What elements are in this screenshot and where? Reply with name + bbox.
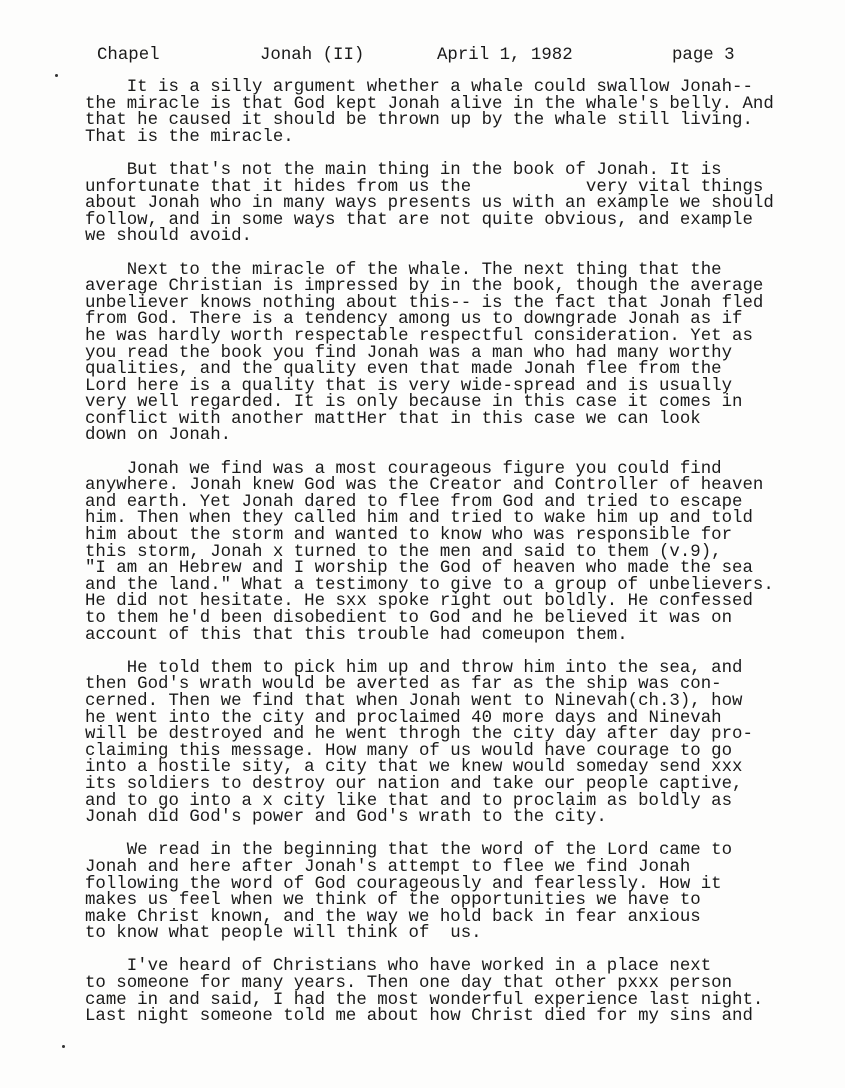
text-line: this storm, Jonah x turned to the men and said to them (v.9),: [85, 542, 722, 562]
text-line: makes us feel when we think of the opportunities we have to: [85, 891, 701, 911]
scan-speck: [62, 1045, 65, 1048]
page-header: [0, 48, 845, 68]
text-line: about Jonah who in many ways presents us with an example we should: [85, 194, 774, 214]
paragraph: [85, 843, 785, 943]
text-line: Jonah did God's power and God's wrath to the city.: [85, 808, 607, 828]
text-line: qualities, and the quality even that made Jonah flee from the: [85, 360, 722, 380]
header-date: April 1, 1982: [437, 46, 573, 65]
paragraph: [85, 658, 785, 828]
text-line: to know what people will think of us.: [85, 924, 482, 944]
header-title: Jonah (II): [260, 46, 365, 65]
text-line: down on Jonah.: [85, 426, 232, 446]
text-line: He told them to pick him up and throw him into the sea, and: [85, 658, 743, 678]
text-line: into a hostile sity, a city that we knew would someday send xxx: [85, 758, 743, 778]
text-line: him. Then when they called him and tried to wake him up and told: [85, 509, 753, 529]
text-line: unfortunate that it hides from us the very vital things: [85, 177, 764, 197]
paragraph: [85, 80, 785, 146]
text-line: him about the storm and wanted to know who was responsible for: [85, 526, 733, 546]
text-line: very well regarded. It is only because in this case it comes in: [85, 393, 743, 413]
text-line: and to go into a x city like that and to proclaim as boldly as: [85, 791, 733, 811]
text-line: anywhere. Jonah knew God was the Creator and Controller of heaven: [85, 476, 764, 496]
text-line: Next to the miracle of the whale. The next thing that the: [85, 260, 722, 280]
text-line: Jonah we find was a most courageous figure you could find: [85, 459, 722, 479]
text-line: to someone for many years. Then one day that other pxxx person: [85, 974, 733, 994]
text-line: It is a silly argument whether a whale could swallow Jonah--: [85, 78, 753, 97]
text-line: He did not hesitate. He sxx spoke right out boldly. He confessed: [85, 592, 753, 612]
text-line: average Christian is impressed by in the book, though the average: [85, 277, 764, 297]
text-line: from God. There is a tendency among us to downgrade Jonah as if: [85, 310, 743, 330]
text-line: make Christ known, and the way we hold back in fear anxious: [85, 907, 701, 927]
text-line: you read the book you find Jonah was a man who had many worthy: [85, 343, 733, 363]
text-line: follow, and in some ways that are not quite obvious, and example: [85, 210, 753, 230]
text-line: we should avoid.: [85, 227, 252, 247]
text-line: But that's not the main thing in the book of Jonah. It is: [85, 160, 722, 180]
text-line: to them he'd been disobedient to God and he believed it was on: [85, 609, 733, 628]
text-line: account of this that this trouble had comeupon them.: [85, 625, 628, 645]
text-line: and earth. Yet Jonah dared to flee from God and tried to escape: [85, 492, 743, 512]
text-line: he was hardly worth respectable respectful consideration. Yet as: [85, 326, 753, 346]
text-line: I've heard of Christians who have worked in a place next: [85, 957, 712, 977]
paragraph: [85, 160, 785, 247]
scan-speck: [55, 74, 58, 77]
text-line: then God's wrath would be averted as far as the ship was con-: [85, 675, 722, 695]
paragraph: [85, 260, 785, 446]
text-line: he went into the city and proclaimed 40 more days and Ninevah: [85, 708, 722, 728]
text-line: following the word of God courageously and fearlessly. How it: [85, 874, 722, 894]
text-line: claiming this message. How many of us would have courage to go: [85, 741, 733, 761]
text-line: Last night someone told me about how Christ died for my sins and: [85, 1007, 753, 1027]
text-line: Lord here is a quality that is very wide-spread and is usually: [85, 376, 733, 396]
header-page-number: page 3: [672, 46, 735, 65]
text-line: its soldiers to destroy our nation and take our people captive,: [85, 774, 743, 794]
text-line: and the land." What a testimony to give to a group of unbelievers.: [85, 575, 774, 595]
text-line: Jonah and here after Jonah's attempt to flee we find Jonah: [85, 857, 691, 877]
text-line: cerned. Then we find that when Jonah went to Ninevah(ch.3), how: [85, 691, 743, 711]
text-line: came in and said, I had the most wonderful experience last night.: [85, 990, 764, 1010]
text-line: that he caused it should be thrown up by the whale still living.: [85, 111, 753, 131]
paragraph: [85, 959, 785, 1025]
text-line: the miracle is that God kept Jonah alive in the whale's belly. And: [85, 94, 774, 114]
header-chapel: Chapel: [97, 46, 160, 65]
text-line: will be destroyed and he went throgh the city day after day pro-: [85, 725, 753, 745]
text-line: That is the miracle.: [85, 127, 294, 147]
text-line: We read in the beginning that the word of the Lord came to: [85, 841, 733, 861]
document-body: [85, 80, 785, 1042]
text-line: unbeliever knows nothing about this-- is the fact that Jonah fled: [85, 293, 764, 313]
text-line: "I am an Hebrew and I worship the God of heaven who made the sea: [85, 559, 753, 579]
paragraph: [85, 459, 785, 645]
text-line: conflict with another mattHer that in this case we can look: [85, 409, 701, 429]
